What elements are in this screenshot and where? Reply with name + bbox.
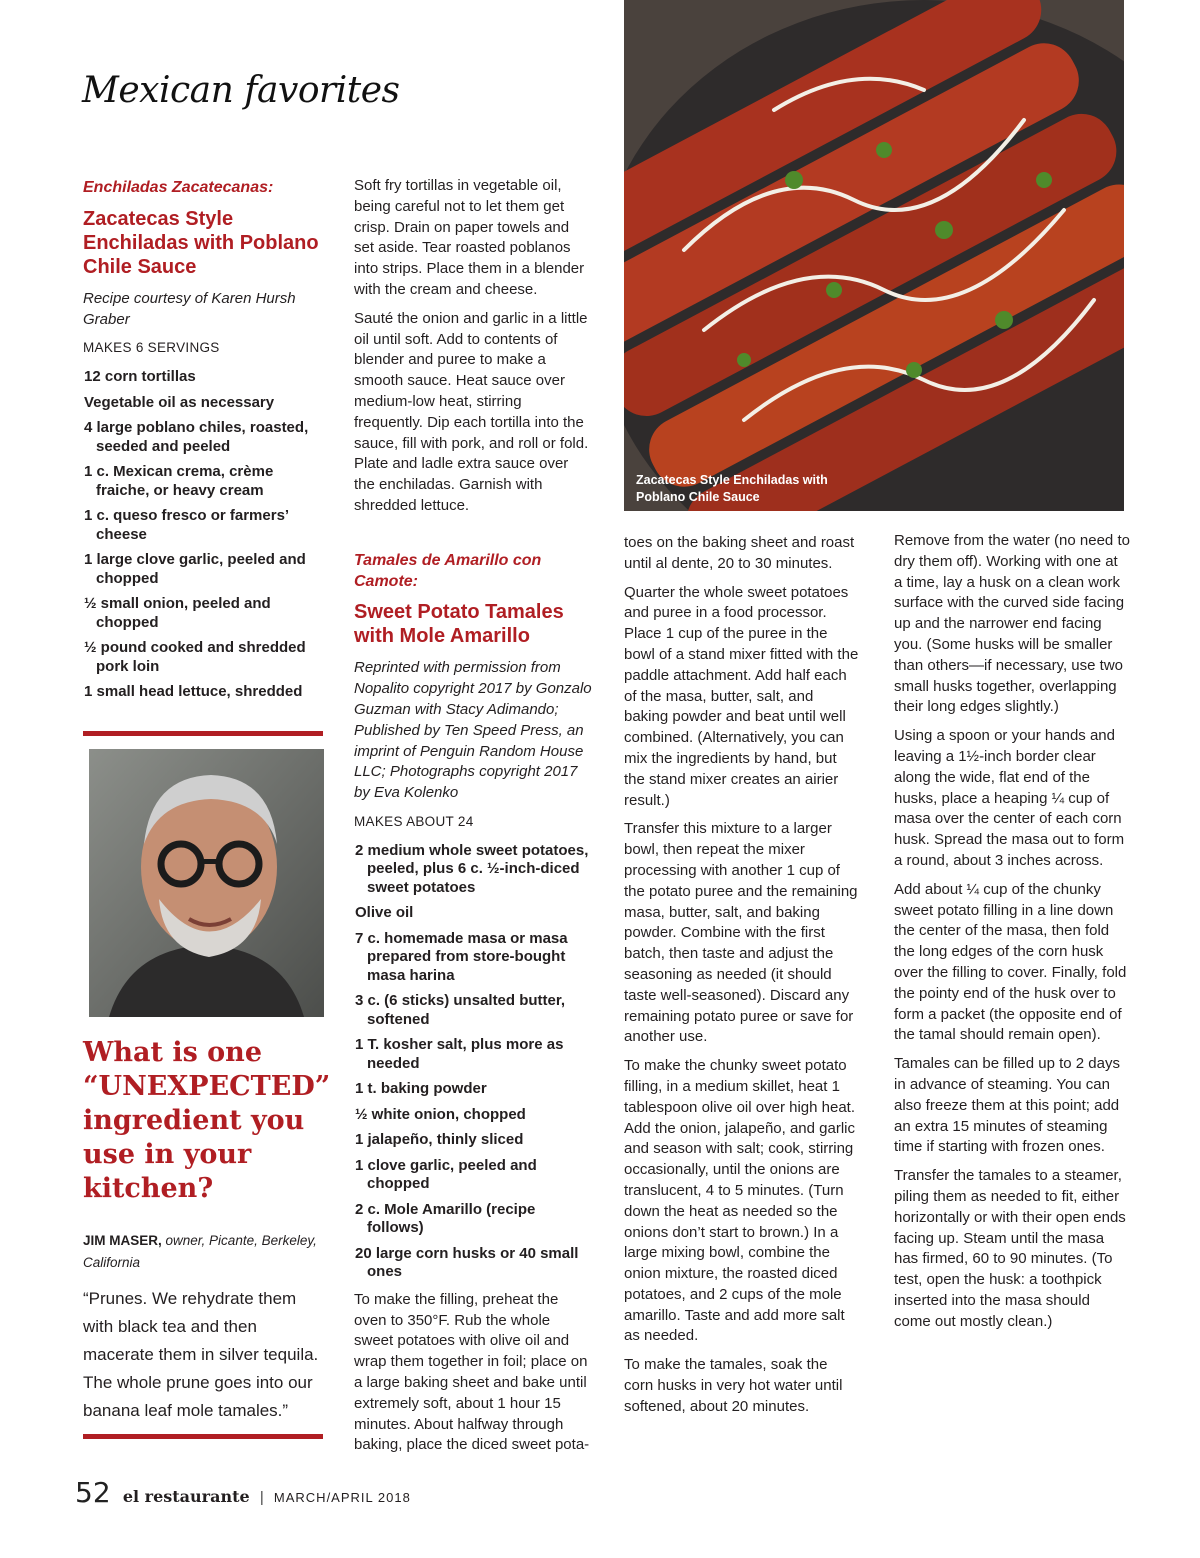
portrait-illustration bbox=[89, 749, 324, 1017]
enchiladas-illustration bbox=[624, 0, 1124, 511]
recipe2-direction: Transfer the tamales to a steamer, piling them as needed to fit, either horizontally or with their open ends facing up. Steam until the masa has firmed, 60 to 90 minutes. (To test, open the husk: a toothpick inserted into the masa should come out mostly clean.) bbox=[894, 1167, 1126, 1330]
recipe2-direction: To make the filling, preheat the oven to 350°F. Rub the whole sweet potatoes with olive oil and wrap them together in foil; place on a large baking sheet and bake until extremely soft, about 1 hour 15 minutes. About halfway through baking, place the diced sweet pota- bbox=[354, 1290, 590, 1454]
issue-date: MARCH/APRIL 2018 bbox=[273, 1490, 411, 1505]
recipe2-direction: Transfer this mixture to a larger bowl, then repeat the mixer processing with another 1 cup of the potato puree and the remaining masa, butter, salt, and baking powder. Combine with the first batch, then taste and adjust the seasoning as needed (it should taste well-seasoned). Discard any remaining potato puree or save for another use. bbox=[624, 820, 858, 1046]
ingredient-item: 1 c. Mexican crema, crème fraiche, or heavy cream bbox=[84, 463, 274, 499]
ingredient-item: 1 t. baking powder bbox=[355, 1080, 487, 1098]
recipe1-direction: Soft fry tortillas in vegetable oil, being careful not to let them get crisp. Drain on paper towels and set aside. Tear roasted poblanos into strips. Place them in a blender with the cream and cheese. bbox=[354, 177, 585, 298]
enchiladas-photo bbox=[624, 0, 1124, 511]
page-number: 52 bbox=[75, 1476, 111, 1509]
ingredient-item: 20 large corn husks or 40 small ones bbox=[355, 1244, 579, 1281]
ingredient-item: 1 clove garlic, peeled and chopped bbox=[355, 1156, 537, 1193]
ingredient-item: 1 large clove garlic, peeled and chopped bbox=[84, 551, 306, 587]
interview-byline bbox=[83, 1230, 323, 1274]
recipe1-ingredients bbox=[83, 368, 323, 702]
ingredient-item: ½ white onion, chopped bbox=[355, 1105, 526, 1123]
ingredient-item: 1 small head lettuce, shredded bbox=[84, 683, 303, 701]
recipe1-yield: MAKES 6 SERVINGS bbox=[83, 340, 220, 356]
ingredient-item: 4 large poblano chiles, roasted, seeded and peeled bbox=[84, 419, 309, 455]
recipe2-direction: toes on the baking sheet and roast until al dente, 20 to 30 minutes. bbox=[624, 534, 855, 572]
interview-question: What is one “UNEXPECTED” ingredient you use in your kitchen? bbox=[83, 1037, 331, 1204]
recipe1-credit: Recipe courtesy of Karen Hursh Graber bbox=[83, 289, 296, 328]
ingredient-item: 1 T. kosher salt, plus more as needed bbox=[355, 1036, 564, 1072]
chef-portrait-image bbox=[89, 749, 324, 1017]
ingredient-item: 2 c. Mole Amarillo (recipe follows) bbox=[355, 1200, 536, 1237]
recipe1-title: Zacatecas Style Enchiladas with Poblano Chile Sauce bbox=[83, 207, 319, 278]
page-footer bbox=[75, 1476, 411, 1509]
recipe1-kicker: Enchiladas Zacatecanas: bbox=[83, 179, 274, 196]
recipe2-ingredients bbox=[354, 842, 592, 1282]
column-4 bbox=[894, 531, 1130, 1340]
ingredient-item: Vegetable oil as necessary bbox=[84, 393, 275, 411]
recipe2-direction: Remove from the water (no need to dry them off). Working with one at a time, lay a husk on a clean work surface with the curved side facing up and the narrower end facing you. (Some husks will be smaller than others—if necessary, use two small husks together, overlapping their long edges slightly.) bbox=[894, 532, 1130, 716]
recipe2-kicker: Tamales de Amarillo con Camote: bbox=[354, 551, 542, 590]
ingredient-item: 7 c. homemade masa or masa prepared from store-bought masa harina bbox=[355, 929, 568, 984]
ingredient-item: 12 corn tortillas bbox=[84, 368, 196, 386]
recipe1-direction: Sauté the onion and garlic in a little oil until soft. Add to contents of blender and puree to make a smooth sauce. Heat sauce over medium-low heat, stirring frequently. Dip each tortilla into the sauce, fill with pork, and roll or fold. Plate and ladle extra sauce over the enchiladas. Garnish with shredded lettuce. bbox=[354, 309, 589, 514]
recipe2-yield: MAKES ABOUT 24 bbox=[354, 813, 474, 829]
recipe2-title: Sweet Potato Tamales with Mole Amarillo bbox=[354, 601, 564, 648]
ingredient-item: 2 medium whole sweet potatoes, peeled, plus 6 c. ½-inch-diced sweet potatoes bbox=[355, 841, 589, 896]
interviewee-name: JIM MASER, bbox=[83, 1233, 162, 1248]
ingredient-item: 1 jalapeño, thinly sliced bbox=[355, 1131, 524, 1149]
recipe2-direction: Using a spoon or your hands and leaving a 1½-inch border clear along the wide, flat end of the husks, place a heaping ¼ cup of masa over the center of each corn husk. Spread the masa out to form a round, about 3 inches across. bbox=[894, 727, 1125, 869]
ingredient-item: 3 c. (6 sticks) unsalted butter, softened bbox=[355, 992, 566, 1028]
ingredient-item: ½ pound cooked and shredded pork loin bbox=[84, 639, 306, 675]
column-3 bbox=[624, 533, 860, 1426]
column-2 bbox=[354, 176, 592, 1464]
divider-rule-top bbox=[83, 731, 323, 736]
recipe2-direction: Quarter the whole sweet potatoes and puree in a food processor. Place 1 cup of the puree in the bowl of a stand mixer fitted with the paddle attachment. Add half each of the masa, butter, salt, and baking powder and beat until well combined. (Alternatively, you can mix the ingredients by hand, but the stand mixer creates an airier result.) bbox=[624, 583, 859, 809]
photo-caption: Zacatecas Style Enchiladas with Poblano Chile Sauce bbox=[636, 473, 828, 504]
interview-quote: “Prunes. We rehydrate them with black tea and then macerate them in silver tequila. The whole prune goes into our banana leaf mole tamales.” bbox=[83, 1289, 319, 1420]
footer-separator: | bbox=[259, 1489, 264, 1506]
ingredient-item: Olive oil bbox=[355, 904, 414, 922]
recipe1-column bbox=[83, 178, 323, 710]
recipe2-direction: To make the chunky sweet potato filling, in a medium skillet, heat 1 tablespoon olive oil over high heat. Add the onion, jalapeño, and garlic and season with salt; cook, stirring occasionally, until the onions are translucent, 4 to 5 minutes. (Turn down the heat as needed so the onions don’t start to brown.) In a large mixing bowl, combine the onion mixture, the roasted diced potatoes, and 2 cups of the mole amarillo. Taste and add more salt as needed. bbox=[624, 1057, 856, 1345]
recipe2-credit: Reprinted with permission from Nopalito copyright 2017 by Gonzalo Guzman with Stacy Adimando; Published by Ten Speed Press, an imprint of Penguin Random House LLC; Photographs copyright 2017 by Eva Kolenko bbox=[354, 659, 592, 802]
section-title: Mexican favorites bbox=[82, 70, 400, 111]
ingredient-item: ½ small onion, peeled and chopped bbox=[84, 595, 271, 631]
divider-rule-bottom bbox=[83, 1434, 323, 1439]
interviewee-role: owner, Picante, Berkeley, California bbox=[83, 1233, 317, 1270]
recipe2-direction: Add about ¼ cup of the chunky sweet potato filling in a line down the center of the masa, then fold the long edges of the corn husk over the filling to cover. Finally, fold the pointy end of the husk over to form a packet (the opposite end of the tamal should remain open). bbox=[894, 880, 1127, 1044]
recipe2-direction: To make the tamales, soak the corn husks in very hot water until softened, about 20 minutes. bbox=[624, 1356, 843, 1415]
magazine-name: el restaurante bbox=[122, 1487, 250, 1506]
recipe2-direction: Tamales can be filled up to 2 days in advance of steaming. You can also freeze them at this point; add an extra 15 minutes of steaming time if starting with frozen ones. bbox=[894, 1055, 1120, 1156]
ingredient-item: 1 c. queso fresco or farmers’ cheese bbox=[84, 507, 289, 543]
